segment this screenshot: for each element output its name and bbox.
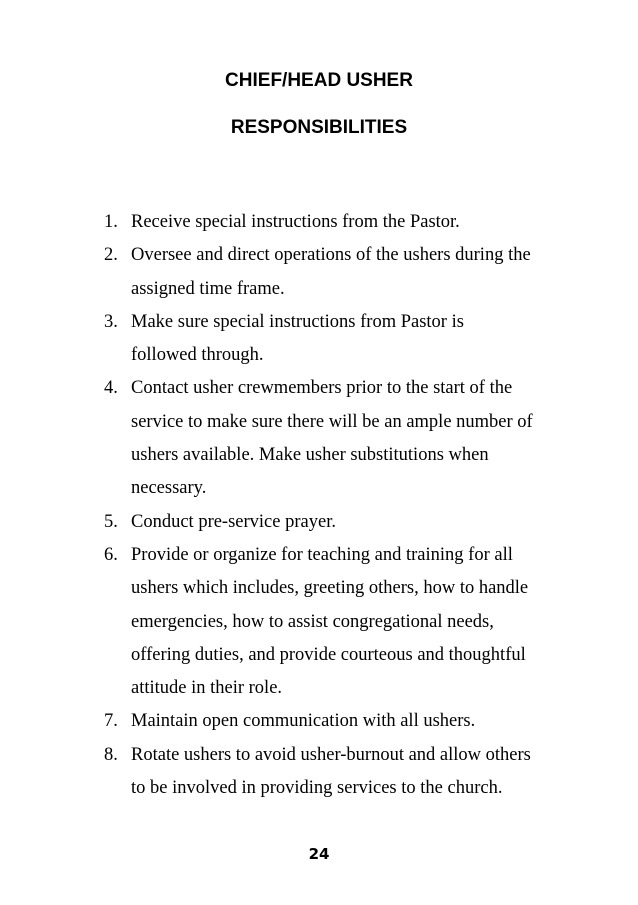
page-subtitle: RESPONSIBILITIES (230, 117, 408, 138)
list-item-text-line: followed through. (131, 345, 264, 366)
list-item-number: 6. (104, 544, 118, 565)
list-item-text-line: Contact usher crewmembers prior to the start of the (131, 378, 513, 399)
list-item-number: 1. (104, 212, 118, 232)
list-item (0, 239, 638, 306)
list-item-text-line: offering duties, and provide courteous and thoughtful (131, 644, 526, 665)
list-item-text-line: necessary. (131, 478, 207, 499)
list-item-text-line: service to make sure there will be an ample number of (131, 411, 533, 432)
list-item-text-line: assigned time frame. (131, 278, 285, 299)
list-item-number: 5. (104, 511, 118, 532)
list-item-text-line: Conduct pre-service prayer. (131, 511, 336, 532)
list-item-text-line: Provide or organize for teaching and training for all (131, 544, 513, 565)
list-item-number: 2. (104, 245, 118, 266)
list-item-text-line: ushers available. Make usher substitutions when (131, 445, 489, 466)
list-item-text-line: Maintain open communication with all ushers. (131, 711, 476, 732)
list-item-text-line: ushers which includes, greeting others, how to handle (131, 578, 529, 599)
responsibilities-list (0, 206, 638, 805)
list-item-text-line: Receive special instructions from the Pastor. (131, 212, 460, 232)
list-item (0, 206, 638, 239)
list-item-text-line: attitude in their role. (131, 678, 283, 699)
list-item-number: 3. (104, 311, 118, 332)
list-item (0, 539, 638, 705)
list-item-number: 4. (104, 378, 118, 399)
page-title: CHIEF/HEAD USHER (225, 70, 413, 91)
list-item-text-line: emergencies, how to assist congregational needs, (131, 611, 494, 632)
list-item (0, 705, 638, 738)
list-item-text-line: Rotate ushers to avoid usher-burnout and allow others (131, 744, 531, 765)
list-item-number: 7. (104, 711, 118, 732)
list-item (0, 372, 638, 505)
list-item (0, 506, 638, 539)
list-item-text-line: to be involved in providing services to the church. (131, 778, 503, 799)
list-item (0, 306, 638, 373)
list-item-text-line: Oversee and direct operations of the ushers during the (131, 245, 531, 266)
page-number: 24 (308, 845, 330, 863)
list-item (0, 739, 638, 806)
list-item-number: 8. (104, 744, 118, 765)
list-item-text-line: Make sure special instructions from Pastor is (131, 311, 464, 332)
